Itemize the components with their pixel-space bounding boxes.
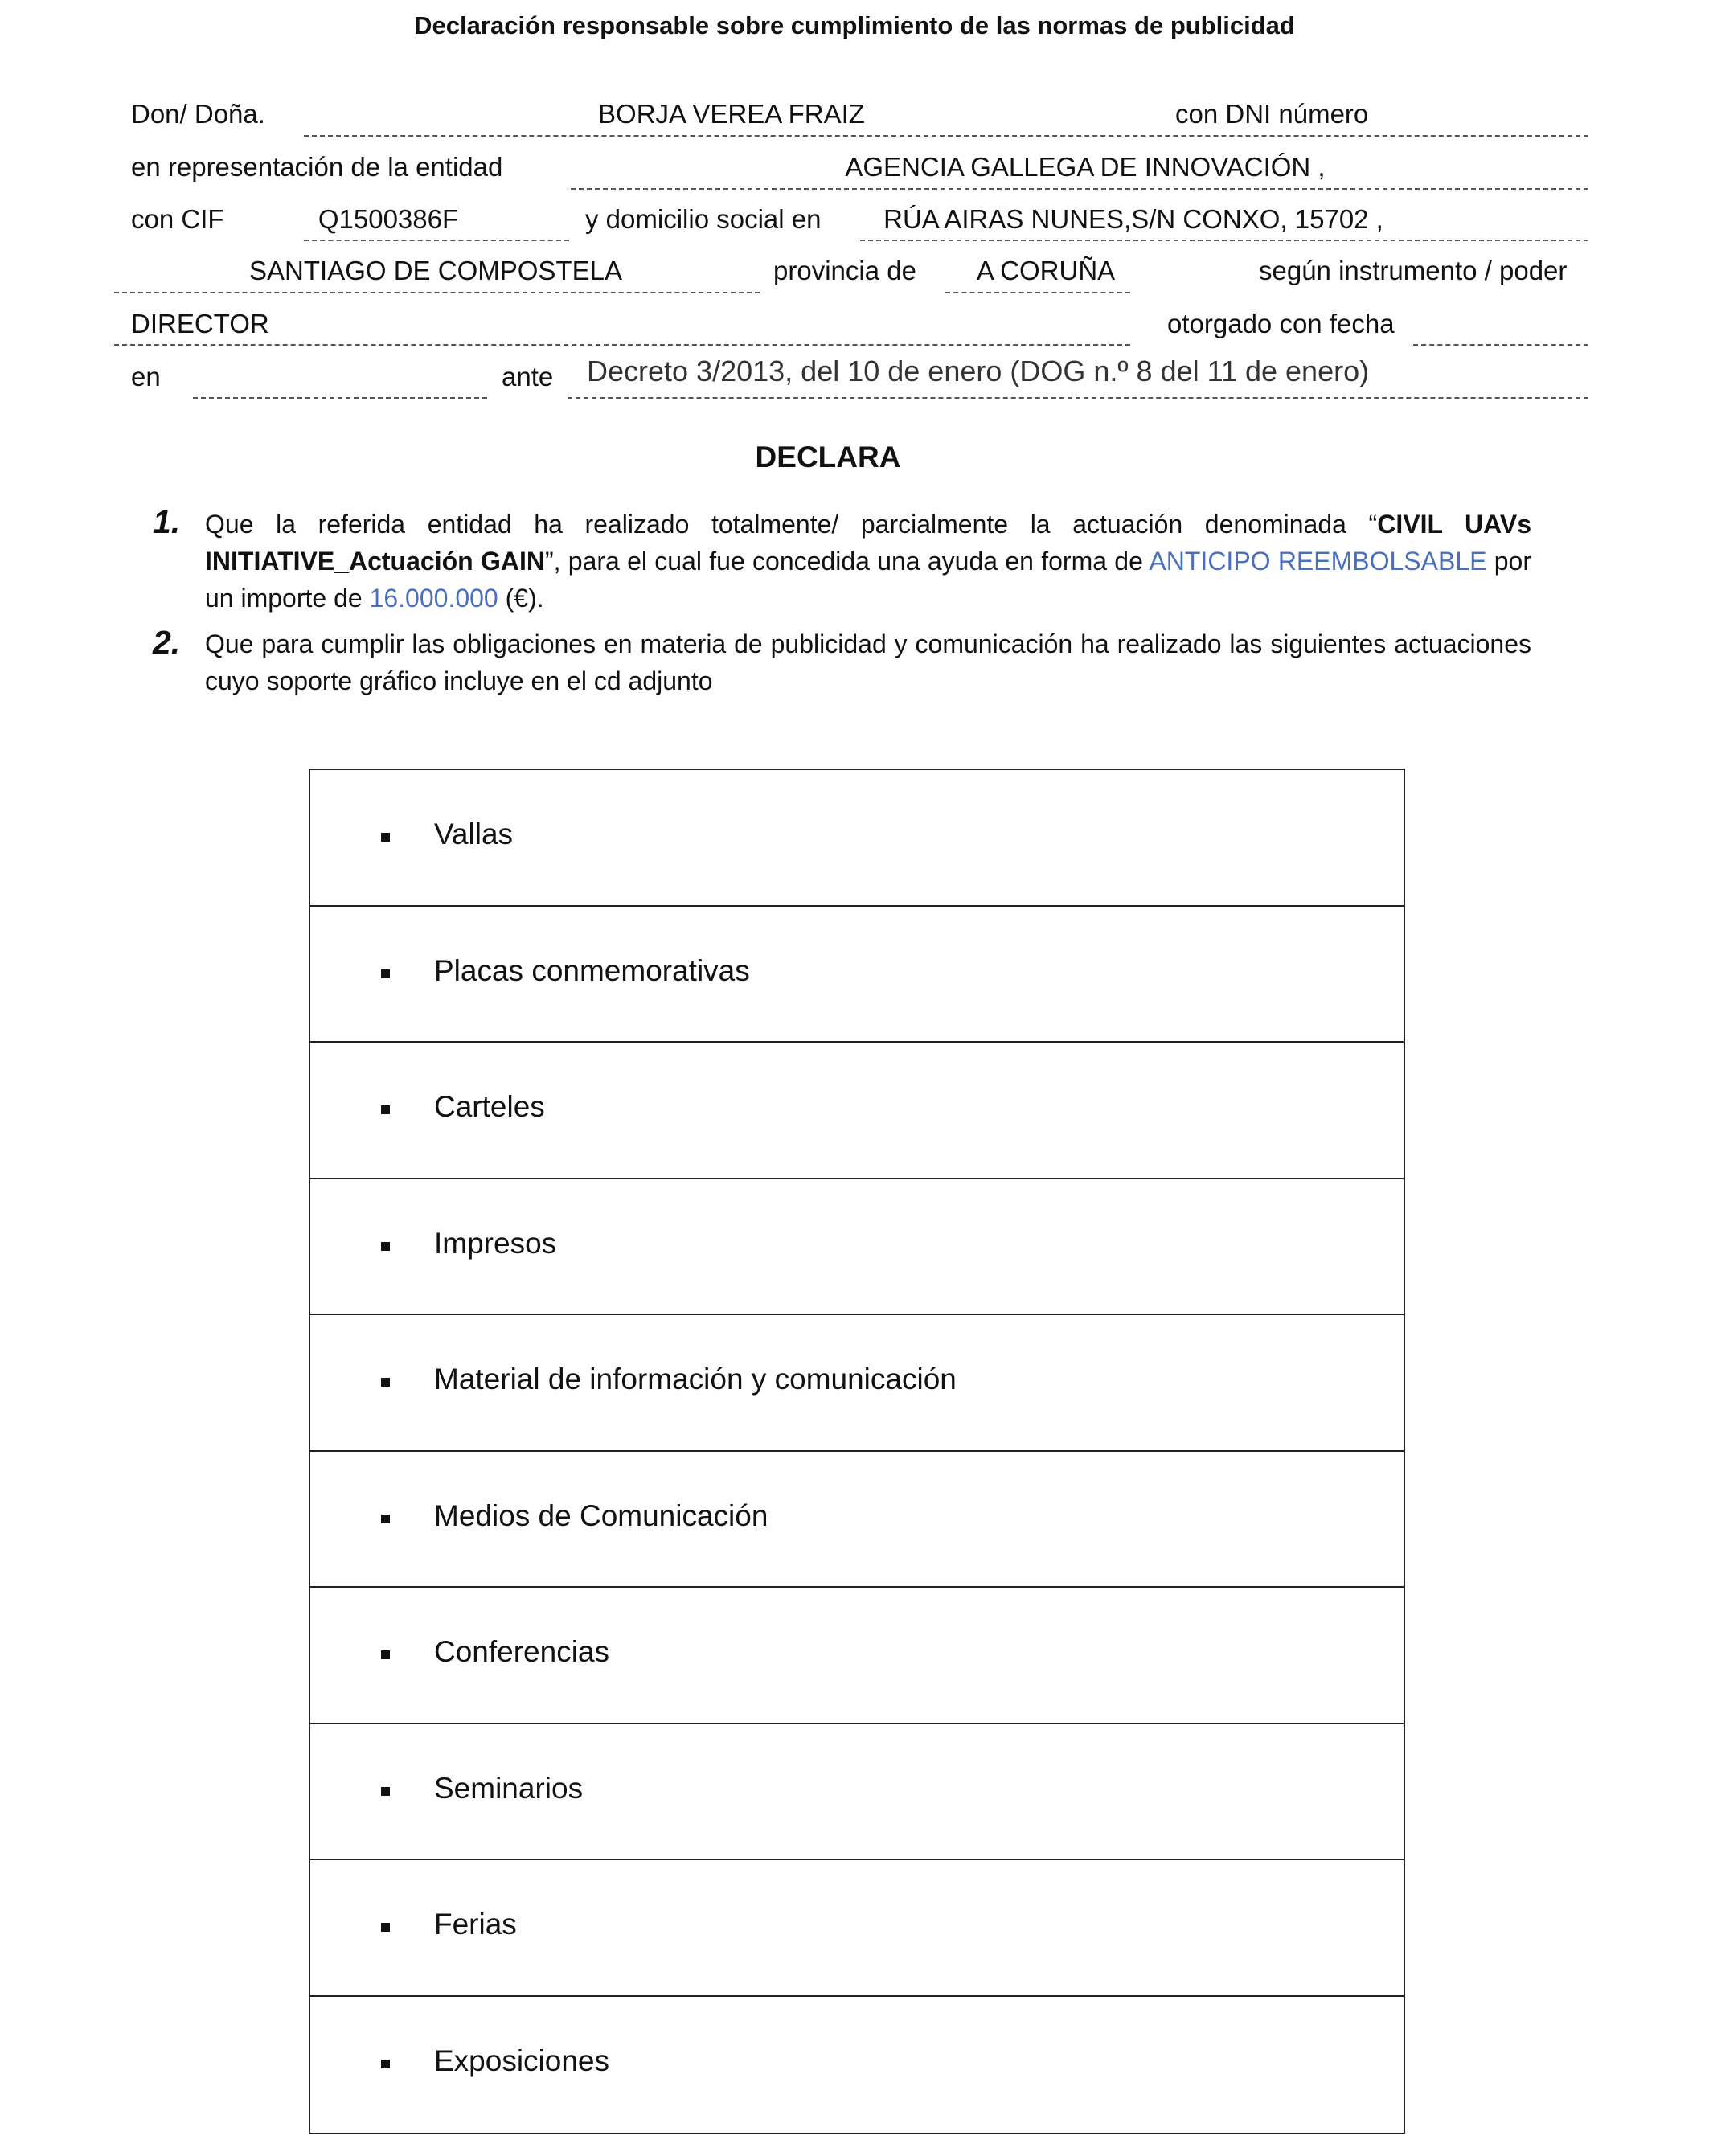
table-row: Ferias <box>310 1860 1404 1997</box>
entity-dotted-line <box>571 188 1588 190</box>
bullet-icon <box>381 1923 390 1932</box>
don-dona-label: Don/ Doña. <box>131 99 265 129</box>
domicilio-label: y domicilio social en <box>585 204 822 234</box>
aid-type: ANTICIPO REEMBOLSABLE <box>1149 547 1487 576</box>
table-row: Medios de Comunicación <box>310 1452 1404 1588</box>
document-title: Declaración responsable sobre cumplimiento de las normas de publicidad <box>414 11 1295 39</box>
bullet-icon <box>381 1378 390 1387</box>
provincia-dotted-line <box>945 292 1130 293</box>
representacion-label: en representación de la entidad <box>131 152 503 182</box>
item-2-text: Que para cumplir las obligaciones en materia de publicidad y comunicación ha realizado las siguientes actuaciones cuyo soporte gráfico incluye en el cd adjunto <box>205 629 1531 695</box>
item-1-number: 1. <box>153 503 181 540</box>
provincia-label: provincia de <box>773 256 916 285</box>
table-row: Conferencias <box>310 1588 1404 1724</box>
item-1-text: Que la referida entidad ha realizado totalmente/ parcialmente la actuación denominada “CIVIL UAVs INITIATIVE_Actuación GAIN”, para el cual fue concedida una ayuda en forma de ANTICIPO REEMBOLSABLE por un importe de 16.000.000 (€). <box>205 510 1532 613</box>
table-row: Material de información y comunicación <box>310 1315 1404 1452</box>
actuaciones-table <box>309 769 1405 2134</box>
domicilio-dotted-line <box>860 240 1588 241</box>
cif-label: con CIF <box>131 204 224 234</box>
en-label: en <box>131 362 161 391</box>
table-row: Placas conmemorativas <box>310 907 1404 1043</box>
entity-value: AGENCIA GALLEGA DE INNOVACIÓN , <box>845 152 1326 182</box>
domicilio-value: RÚA AIRAS NUNES,S/N CONXO, 15702 , <box>883 204 1383 234</box>
bullet-icon <box>381 969 390 978</box>
instrumento-label: según instrumento / poder <box>1259 256 1568 285</box>
bullet-icon <box>381 1242 390 1251</box>
bullet-icon <box>381 1105 390 1114</box>
bullet-icon <box>381 833 390 842</box>
city-dotted-line <box>114 292 760 293</box>
en-dotted-line <box>193 397 487 399</box>
ante-label: ante <box>502 362 554 391</box>
item-2-number: 2. <box>153 624 181 661</box>
table-row: Vallas <box>310 770 1404 907</box>
bullet-icon <box>381 1787 390 1796</box>
name-value: BORJA VEREA FRAIZ <box>598 99 865 129</box>
declara-heading: DECLARA <box>755 441 901 473</box>
otorgado-label: otorgado con fecha <box>1167 309 1395 338</box>
aid-amount: 16.000.000 <box>369 584 498 613</box>
table-row: Impresos <box>310 1179 1404 1316</box>
cargo-dotted-line <box>114 344 1130 346</box>
provincia-value: A CORUÑA <box>976 256 1116 285</box>
ante-value: Decreto 3/2013, del 10 de enero (DOG n.º 8 del 11 de enero) <box>587 355 1370 387</box>
bullet-icon <box>381 1515 390 1523</box>
fecha-dotted-line <box>1413 344 1588 346</box>
cif-dotted-line <box>304 240 569 241</box>
city-value: SANTIAGO DE COMPOSTELA <box>249 256 622 285</box>
cargo-value: DIRECTOR <box>131 309 269 338</box>
table-row: Seminarios <box>310 1724 1404 1861</box>
action-name: CIVIL UAVs INITIATIVE_Actuación GAIN <box>205 510 1532 576</box>
ante-dotted-line <box>568 397 1588 399</box>
table-row: Exposiciones <box>310 1997 1404 2133</box>
name-dotted-line <box>304 135 1588 137</box>
cif-value: Q1500386F <box>318 204 459 234</box>
bullet-icon <box>381 1650 390 1659</box>
bullet-icon <box>381 2060 390 2068</box>
table-row: Carteles <box>310 1043 1404 1179</box>
dni-label: con DNI número <box>1175 99 1369 129</box>
